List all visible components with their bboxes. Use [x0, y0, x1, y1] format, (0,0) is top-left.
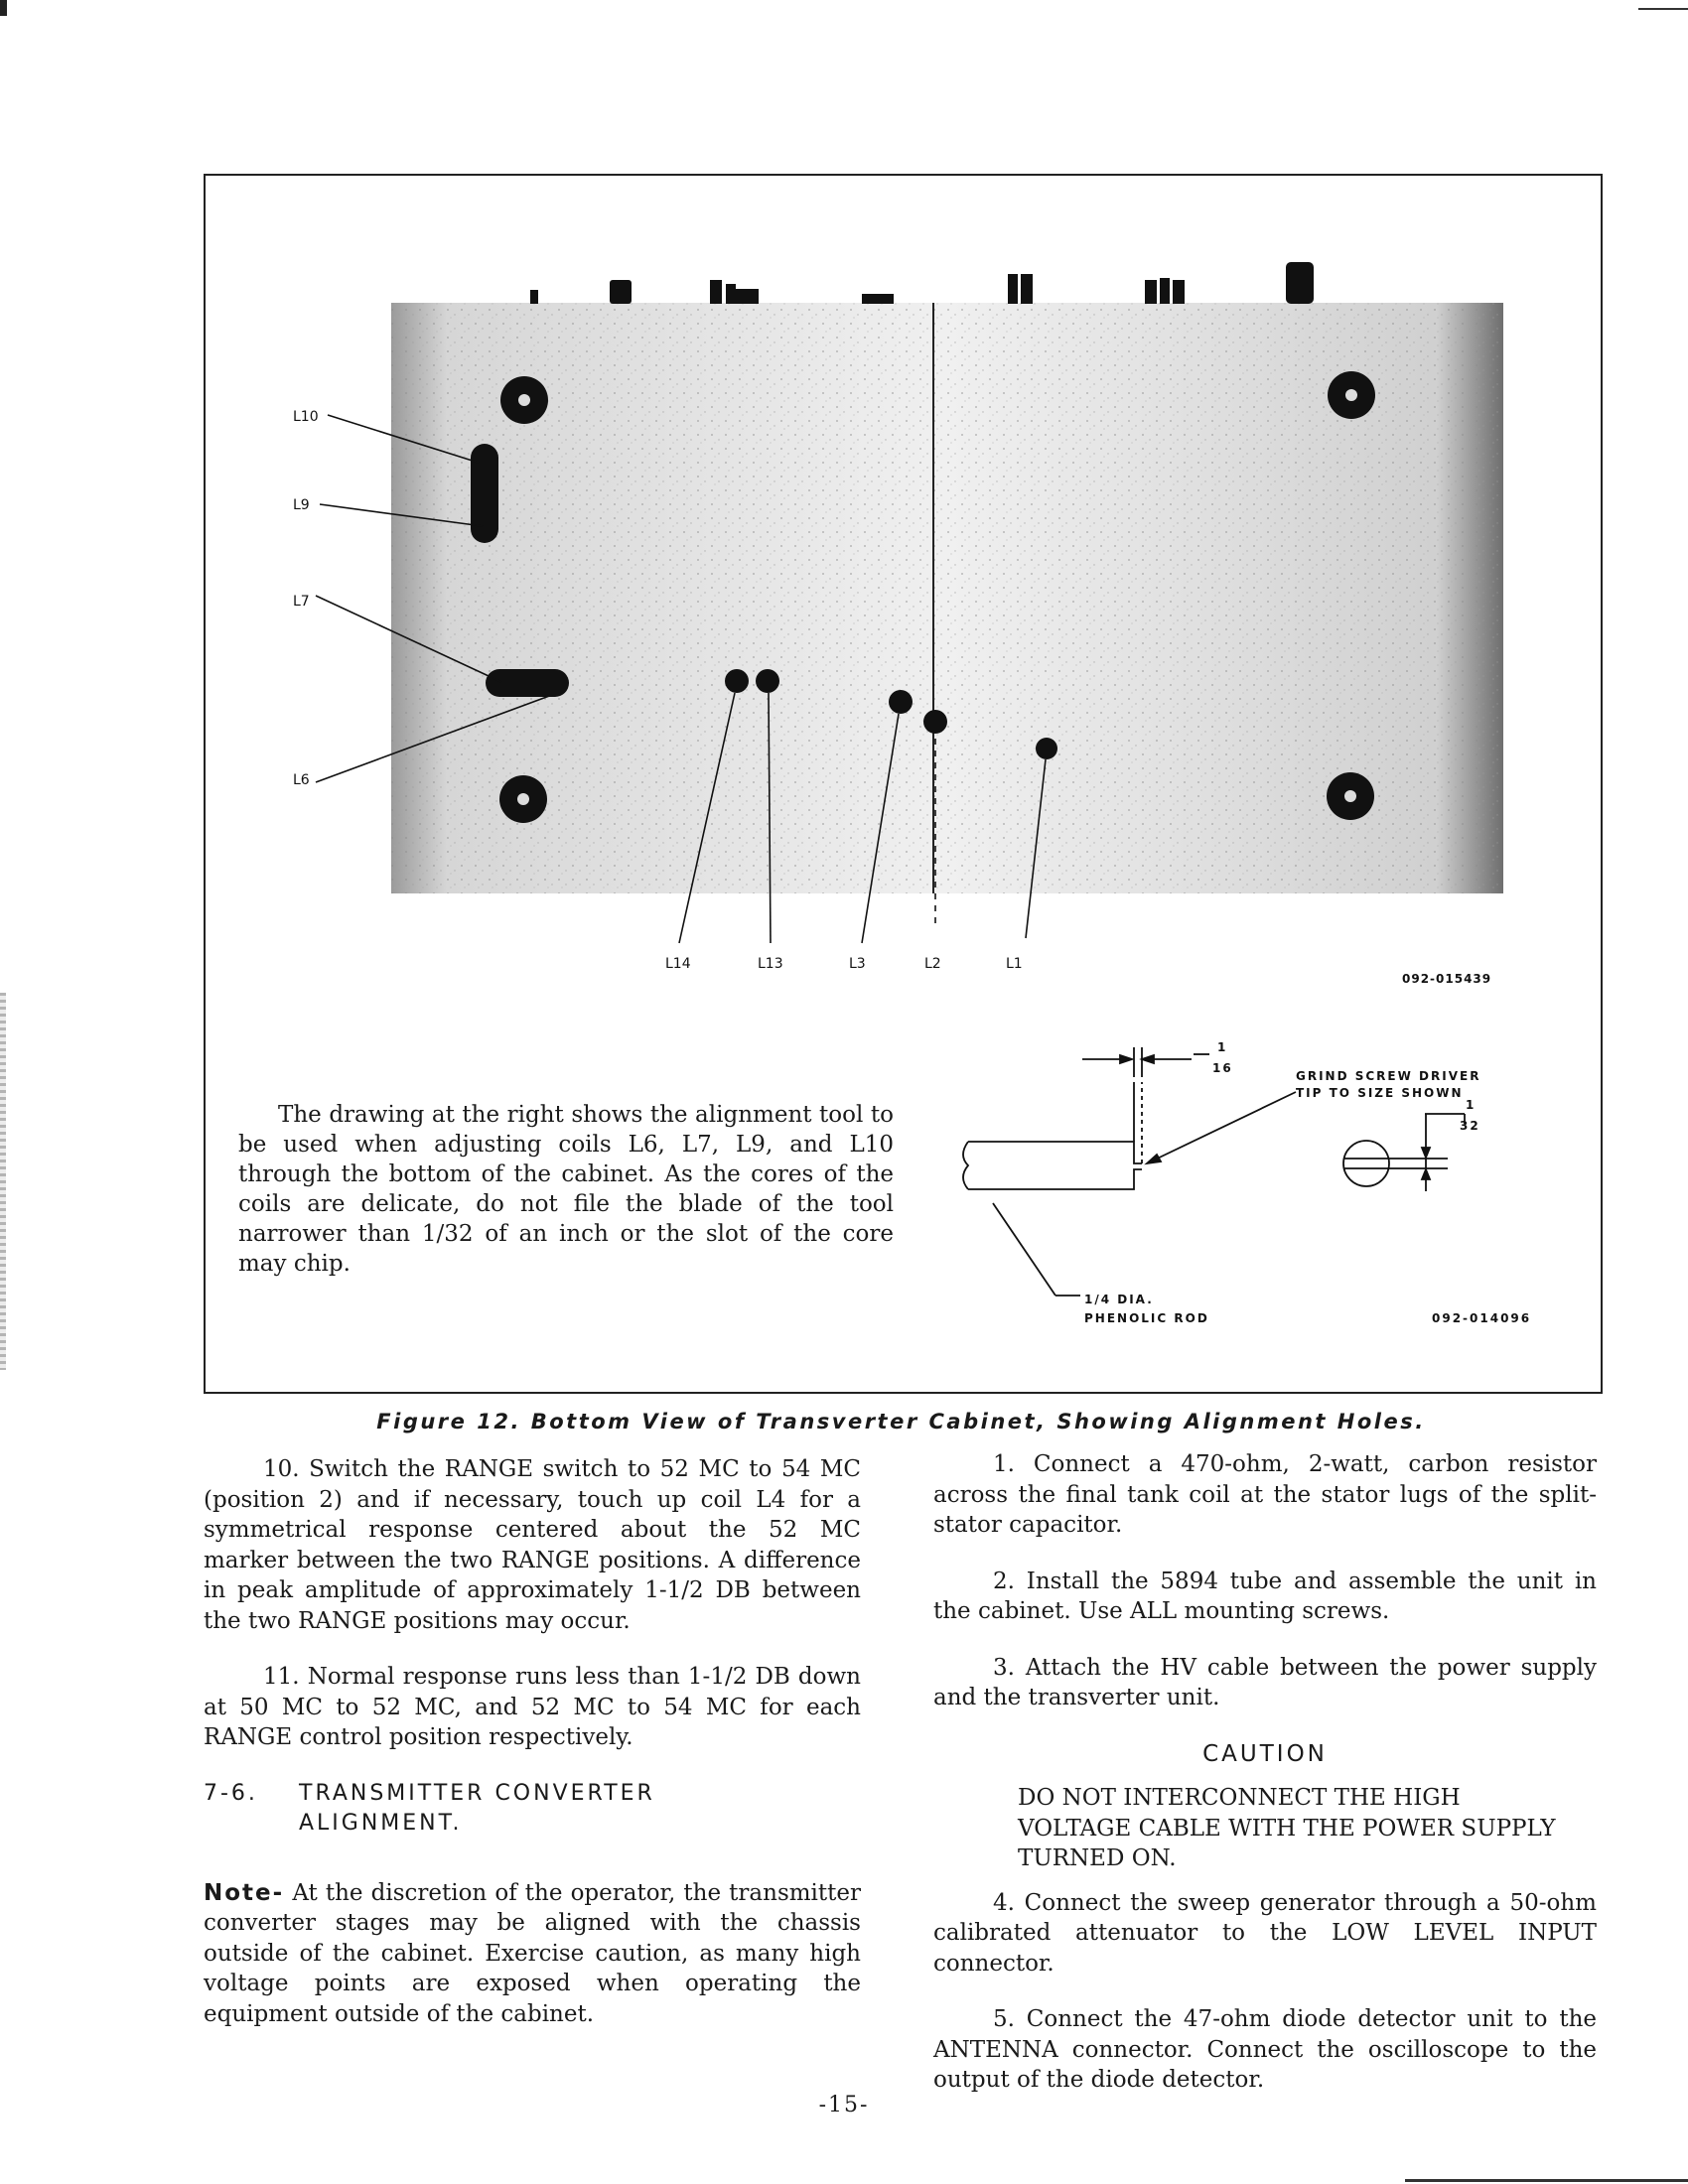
scan-footer-line — [1405, 2179, 1688, 2182]
alignment-tool-description: The drawing at the right shows the alignment tool to be used when adjusting coils L6, L7, L9, and L10 through the bottom of the cabinet. As the cores of the coils are delicate, do not file the blade of the tool narrower than 1/32 of an inch or the slot of the core may chip. — [238, 1102, 894, 1277]
grind-note-line2: TIP TO SIZE SHOWN — [1296, 1086, 1464, 1100]
drawing-part-number: 092-014096 — [1432, 1311, 1532, 1325]
label-l7: L7 — [293, 594, 310, 610]
grind-note-line1: GRIND SCREW DRIVER — [1296, 1069, 1481, 1083]
note-text: At the discretion of the operator, the transmitter converter stages may be aligned with the chassis outside of the cabinet. Exercise caution, as many high voltage points are exposed when operating the equipment outside of the cabinet. — [204, 1879, 862, 2027]
label-l2: L2 — [924, 956, 941, 972]
slot-l6-l7 — [486, 669, 569, 697]
hole-l13 — [756, 669, 779, 693]
section-heading — [204, 1779, 861, 1839]
section-title-line1: TRANSMITTER CONVERTER — [299, 1780, 655, 1806]
rod-note-line1: 1/4 DIA. — [1084, 1293, 1154, 1306]
top-connectors — [530, 262, 1314, 304]
step-2: 2. Install the 5894 tube and assemble the unit in the cabinet. Use ALL mounting screws. — [933, 1568, 1597, 1624]
caution-text: DO NOT INTERCONNECT THE HIGH VOLTAGE CABLE WITH THE POWER SUPPLY TURNED ON. — [1018, 1785, 1556, 1871]
label-l3: L3 — [849, 956, 866, 972]
tip-denominator: 32 — [1460, 1119, 1480, 1133]
dim-denominator: 16 — [1212, 1061, 1233, 1075]
label-l1: L1 — [1006, 956, 1023, 972]
right-column — [933, 1449, 1597, 2121]
rod-note-line2: PHENOLIC ROD — [1084, 1311, 1209, 1325]
note-lead: Note- — [204, 1879, 285, 1906]
photo-part-number: 092-015439 — [1402, 972, 1492, 986]
drawing-labels — [1084, 1040, 1531, 1325]
section-title-line2: ALIGNMENT. — [299, 1810, 463, 1836]
label-l6: L6 — [293, 772, 310, 788]
hole-l2 — [923, 710, 947, 734]
hole-l1 — [1036, 738, 1057, 759]
hole-l3 — [889, 690, 913, 714]
label-l9: L9 — [293, 497, 310, 513]
page-number: -15- — [818, 2093, 870, 2117]
caution-title: CAUTION — [1202, 1740, 1328, 1767]
hole-l14 — [725, 669, 749, 693]
alignment-tool-drawing — [963, 1047, 1465, 1296]
label-l10: L10 — [293, 409, 319, 425]
label-l14: L14 — [665, 956, 691, 972]
tip-numerator: 1 — [1466, 1098, 1477, 1112]
step-10: 10. Switch the RANGE switch to 52 MC to 54 MC (position 2) and if necessary, touch up coil L4 for a symmetrical response centered about the 52 MC marker between the two RANGE positions. A difference in peak amplitude of approximately 1-1/2 DB between the two RANGE positions may occur. — [204, 1456, 861, 1634]
section-number: 7-6. — [204, 1780, 258, 1806]
label-l13: L13 — [758, 956, 783, 972]
step-5: 5. Connect the 47-ohm diode detector unit to the ANTENNA connector. Connect the oscilloscope to the output of the diode detector. — [933, 2006, 1597, 2093]
slot-l9-l10 — [471, 444, 498, 543]
dim-numerator: 1 — [1217, 1040, 1228, 1054]
note-paragraph — [204, 1878, 861, 2030]
step-3: 3. Attach the HV cable between the power supply and the transverter unit. — [933, 1654, 1597, 1710]
left-column — [204, 1454, 861, 2055]
step-11: 11. Normal response runs less than 1-1/2 DB down at 50 MC to 52 MC, and 52 MC to 54 MC for each RANGE control position respectively. — [204, 1664, 861, 1750]
step-4: 4. Connect the sweep generator through a 50-ohm calibrated attenuator to the LOW LEVEL INPUT connector. — [933, 1889, 1597, 1977]
figure-caption: Figure 12. Bottom View of Transverter Cabinet, Showing Alignment Holes. — [376, 1410, 1426, 1433]
step-1: 1. Connect a 470-ohm, 2-watt, carbon resistor across the final tank coil at the stator lugs of the split-stator capacitor. — [933, 1451, 1597, 1538]
